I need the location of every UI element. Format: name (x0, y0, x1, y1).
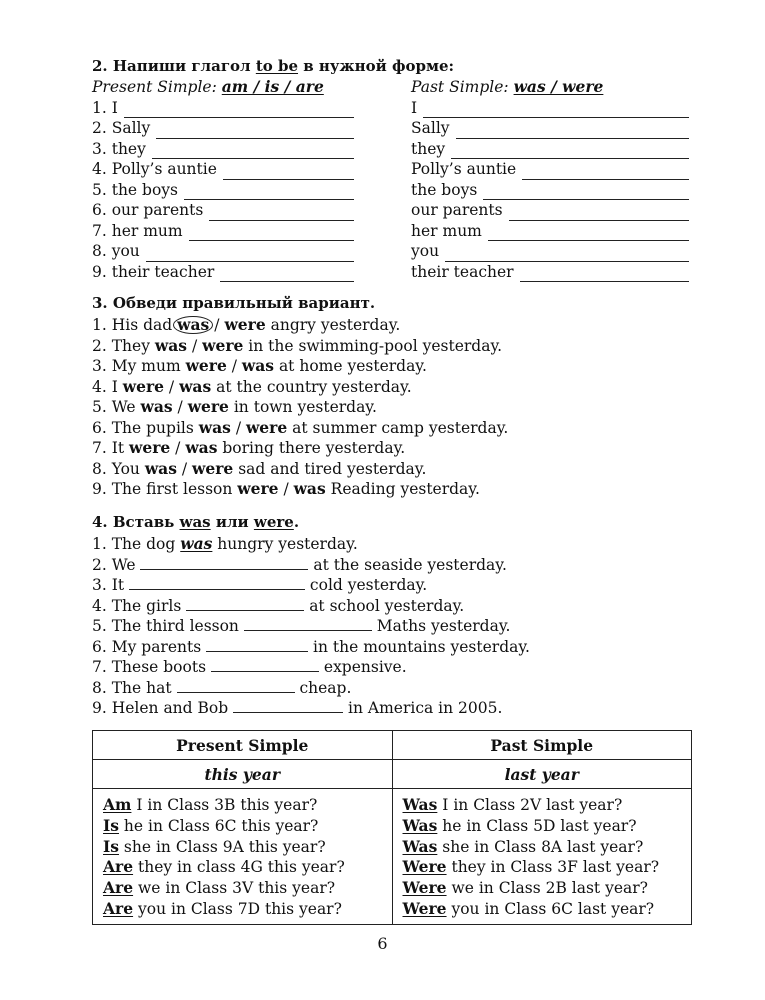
past-row[interactable]: their teacher (411, 262, 689, 283)
past-rows (411, 98, 689, 283)
answer-blank[interactable] (456, 123, 689, 139)
example-answer: was (180, 534, 213, 553)
page-number: 6 (377, 934, 388, 953)
answer-blank[interactable] (423, 102, 689, 118)
present-questions (93, 789, 393, 925)
answer-blank[interactable] (140, 555, 308, 570)
answer-blank[interactable] (520, 266, 689, 282)
answer-blank[interactable] (146, 246, 354, 262)
option[interactable]: was (241, 356, 275, 375)
present-subheader: this year (93, 760, 393, 789)
answer-blank[interactable] (445, 246, 689, 262)
task3-item: 3. My mum were / was at home yesterday. (92, 356, 427, 375)
present-row[interactable]: 4. Polly’s auntie (92, 159, 354, 180)
task3-item: 8. You was / were sad and tired yesterday. (92, 458, 427, 478)
task4-item: 6. My parents in the mountains yesterday. (92, 637, 530, 656)
grammar-table (92, 730, 692, 925)
option[interactable]: was (144, 458, 177, 478)
option[interactable]: was (154, 335, 188, 355)
task4-item: 5. The third lesson Maths yesterday. (92, 617, 511, 635)
option[interactable]: was (179, 376, 212, 396)
past-row[interactable]: Sally (411, 118, 689, 139)
task4-item: 4. The girls at school yesterday. (92, 596, 465, 615)
present-row[interactable]: 8. you (92, 241, 354, 262)
answer-blank[interactable] (522, 164, 689, 180)
answer-blank[interactable] (206, 637, 308, 652)
answer-blank[interactable] (509, 205, 689, 221)
past-row[interactable]: they (411, 139, 689, 160)
past-column-header: Past Simple: was / were (411, 77, 604, 96)
option[interactable]: was (293, 479, 326, 498)
option[interactable]: were (122, 376, 164, 396)
task4-item: 9. Helen and Bob in America in 2005. (92, 699, 503, 717)
past-row[interactable]: the boys (411, 180, 689, 201)
present-row[interactable]: 5. the boys (92, 180, 354, 201)
past-subheader: last year (392, 760, 692, 789)
past-header: Past Simple (392, 731, 692, 760)
present-row[interactable]: 2. Sally (92, 118, 354, 139)
task3-item: 1. His dad was / were angry yesterday. (92, 315, 401, 334)
past-row[interactable]: I (411, 98, 689, 119)
task3-item: 7. It were / was boring there yesterday. (92, 438, 406, 457)
answer-blank[interactable] (124, 102, 354, 118)
present-row[interactable]: 9. their teacher (92, 262, 354, 283)
answer-blank[interactable] (211, 657, 319, 672)
answer-blank[interactable] (209, 205, 354, 221)
present-header: Present Simple (93, 731, 393, 760)
option[interactable]: were (192, 458, 234, 478)
question: Was she in Class 8A last year? (402, 836, 644, 856)
task3-item: 5. We was / were in town yesterday. (92, 397, 377, 416)
option[interactable]: were (202, 335, 244, 355)
answer-blank[interactable] (233, 698, 343, 713)
table-subheader-row (93, 760, 692, 789)
question: Were they in Class 3F last year? (402, 857, 660, 877)
task4-list (92, 534, 530, 719)
option[interactable]: was (198, 417, 231, 437)
answer-blank[interactable] (488, 225, 689, 241)
answer-blank[interactable] (244, 616, 372, 631)
question: Am I in Class 3B this year? (103, 795, 318, 814)
task3-item: 9. The first lesson were / was Reading yesterday. (92, 479, 480, 498)
answer-blank[interactable] (223, 164, 354, 180)
task4-example: 1. The dog was hungry yesterday. (92, 534, 358, 553)
answer-blank[interactable] (156, 123, 354, 139)
present-column-header: Present Simple: am / is / are (92, 77, 324, 96)
question: Are they in class 4G this year? (103, 857, 345, 877)
past-row[interactable]: our parents (411, 200, 689, 221)
answer-blank[interactable] (483, 184, 689, 200)
question: Are you in Class 7D this year? (103, 898, 342, 918)
option[interactable]: were (224, 315, 266, 334)
question: Were you in Class 6C last year? (402, 898, 655, 918)
question: Is he in Class 6C this year? (103, 815, 319, 835)
task2-title: 2. Напиши глагол to be в нужной форме: (92, 57, 455, 75)
past-row[interactable]: her mum (411, 221, 689, 242)
past-row[interactable]: Polly’s auntie (411, 159, 689, 180)
option[interactable]: were (129, 438, 171, 457)
task4-item: 8. The hat cheap. (92, 678, 352, 697)
task4-item: 2. We at the seaside yesterday. (92, 555, 507, 574)
answer-blank[interactable] (189, 225, 354, 241)
table-body-row (93, 789, 692, 925)
answer-blank[interactable] (186, 596, 304, 611)
task2-present-column (92, 77, 354, 282)
question: Was he in Class 5D last year? (402, 815, 637, 835)
question: Was I in Class 2V last year? (402, 795, 623, 814)
task3-item: 2. They was / were in the swimming-pool yesterday. (92, 335, 503, 355)
answer-blank[interactable] (152, 143, 354, 159)
task3-list (92, 315, 508, 500)
past-questions (392, 789, 692, 925)
option[interactable]: were (185, 356, 227, 375)
task4-item: 3. It cold yesterday. (92, 576, 428, 594)
task3-item: 4. I were / was at the country yesterday. (92, 376, 412, 396)
present-row[interactable]: 1. I (92, 98, 354, 119)
question: Is she in Class 9A this year? (103, 836, 326, 856)
option-circled[interactable]: was (173, 316, 213, 334)
task4-item: 7. These boots expensive. (92, 658, 407, 676)
present-row[interactable]: 7. her mum (92, 221, 354, 242)
option[interactable]: was (185, 438, 218, 457)
question: Were we in Class 2B last year? (402, 878, 648, 898)
answer-blank[interactable] (129, 575, 305, 590)
answer-blank[interactable] (177, 678, 295, 693)
present-row[interactable]: 6. our parents (92, 200, 354, 221)
task3-item: 6. The pupils was / were at summer camp yesterday. (92, 417, 509, 437)
option[interactable]: were (237, 479, 279, 498)
present-row[interactable]: 3. they (92, 139, 354, 160)
question: Are we in Class 3V this year? (103, 878, 336, 898)
answer-blank[interactable] (451, 143, 689, 159)
present-rows (92, 98, 354, 283)
option[interactable]: were (187, 397, 229, 416)
option[interactable]: were (245, 417, 288, 437)
answer-blank[interactable] (184, 184, 354, 200)
answer-blank[interactable] (220, 266, 354, 282)
table-header-row (93, 731, 692, 760)
task3-title: 3. Обведи правильный вариант. (92, 294, 376, 312)
past-row[interactable]: you (411, 241, 689, 262)
task4-title: 4. Вставь was или were. (92, 513, 300, 531)
task2-past-column (411, 77, 689, 282)
option[interactable]: was (140, 397, 173, 416)
